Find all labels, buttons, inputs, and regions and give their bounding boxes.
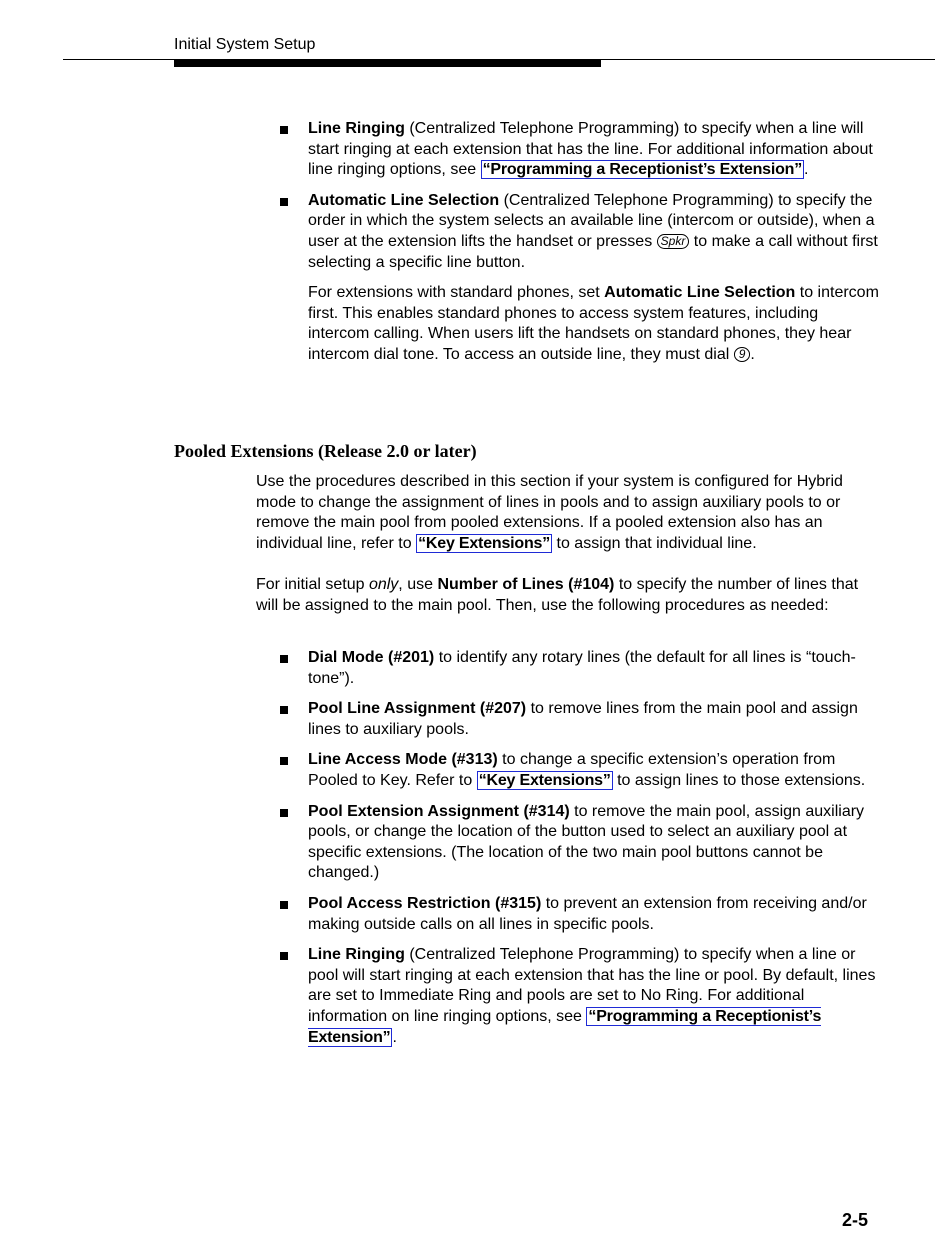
para-text: For initial setup: [256, 576, 369, 593]
section-paragraph-2: [256, 575, 878, 616]
term: Automatic Line Selection: [308, 191, 500, 209]
term: Line Ringing: [308, 946, 405, 964]
item-text-after: .: [392, 1028, 397, 1046]
link-key-extensions[interactable]: “Key Extensions”: [418, 534, 551, 552]
item-text: (Centralized Telephone Programming) to specify when a line will start ringing at each extension that has the line. For additional information about line ringing options, see: [308, 120, 873, 179]
list-item-dial-mode: [280, 648, 880, 689]
para-text-after: to specify the number of lines that will be assigned to the main pool. Then, use the following procedures as needed:: [256, 576, 859, 614]
note-term: Automatic Line Selection: [604, 284, 796, 302]
dial-9-key-icon: 9: [734, 347, 751, 362]
term: Pool Access Restriction (#315): [308, 894, 542, 912]
section-heading: Pooled Extensions (Release 2.0 or later): [174, 441, 477, 461]
page-number: 2-5: [842, 1210, 869, 1230]
para-text-after: to assign that individual line.: [552, 534, 757, 552]
item-text: to change a specific extension’s operation from Pooled to Key. Refer to: [308, 751, 836, 789]
bullet-icon: [280, 757, 288, 765]
bullet-icon: [280, 126, 288, 134]
term: Pool Extension Assignment (#314): [308, 802, 570, 820]
item-text: to identify any rotary lines (the default for all lines is “touch-tone”).: [308, 649, 856, 687]
list-item-line-access-mode: [280, 750, 880, 791]
para-text: Use the procedures described in this section if your system is configured for Hybrid mode to change the assignment of lines in pools and to assign auxiliary pools to or remove the main pool from pooled extensions. If a pooled extension also has an individual line, refer to: [256, 473, 843, 552]
note-end: .: [750, 345, 755, 363]
item-text: (Centralized Telephone Programming) to specify the order in which the system selects an available line (intercom or outside), when a user at the extension lifts the handset or presses: [308, 191, 875, 250]
link-key-extensions[interactable]: “Key Extensions”: [478, 771, 611, 789]
para-text-mid: , use: [398, 576, 438, 593]
section-paragraph-1: [256, 472, 878, 554]
term: Line Ringing: [308, 120, 405, 137]
list-item-pool-access-restriction: [280, 894, 880, 935]
bullet-icon: [280, 901, 288, 909]
list-item-pool-line-assignment: [280, 699, 880, 740]
list-item-pool-extension-assignment: [280, 802, 880, 884]
header-title: Initial System Setup: [174, 36, 316, 53]
spkr-key-icon: Spkr: [657, 234, 690, 249]
auto-line-note: [280, 283, 880, 365]
list-item-line-ringing: [280, 119, 880, 181]
bullet-icon: [280, 706, 288, 714]
term: Line Access Mode (#313): [308, 751, 498, 769]
bottom-bullet-list: [280, 648, 880, 1058]
note-text-after: to intercom first. This enables standard phones to access system features, including intercom calling. When users lift the handsets on standard phones, they hear intercom dial tone. To access an outside line, they must dial: [308, 284, 879, 363]
bullet-icon: [280, 655, 288, 663]
emphasis-only: only: [368, 576, 399, 593]
header-bar: [174, 59, 601, 67]
top-bullet-list: [280, 119, 880, 366]
term: Dial Mode (#201): [308, 649, 435, 666]
link-programming-receptionist-extension[interactable]: “Programming a Receptionist’s Extension”: [482, 161, 803, 179]
item-text-after: .: [804, 161, 809, 179]
bullet-icon: [280, 198, 288, 206]
item-text: to remove lines from the main pool and assign lines to auxiliary pools.: [308, 700, 858, 738]
item-text: (Centralized Telephone Programming) to specify when a line or pool will start ringing at each extension that has the line or pool. By default, lines are set to Immediate Ring and pools are set to No Ring. For additional information on line ringing options, see: [308, 946, 876, 1025]
link-programming-receptionist-extension[interactable]: “Programming a Receptionist’s Extension”: [308, 1007, 822, 1046]
list-item-line-ringing-2: [280, 945, 880, 1048]
item-text: to remove the main pool, assign auxiliary pools, or change the location of the button used to select an auxiliary pool at specific extensions. (The location of the two main pool buttons cannot be changed.): [308, 802, 865, 882]
term: Number of Lines (#104): [437, 576, 615, 593]
item-text-2: to make a call without first selecting a specific line button.: [308, 232, 878, 271]
bullet-icon: [280, 809, 288, 817]
item-text-after: to assign lines to those extensions.: [612, 771, 866, 789]
list-item-automatic-line-selection: [280, 191, 880, 273]
term: Pool Line Assignment (#207): [308, 700, 527, 718]
bullet-icon: [280, 952, 288, 960]
item-text: to prevent an extension from receiving and/or making outside calls on all lines in specific pools.: [308, 894, 867, 933]
note-text: For extensions with standard phones, set: [308, 284, 605, 302]
